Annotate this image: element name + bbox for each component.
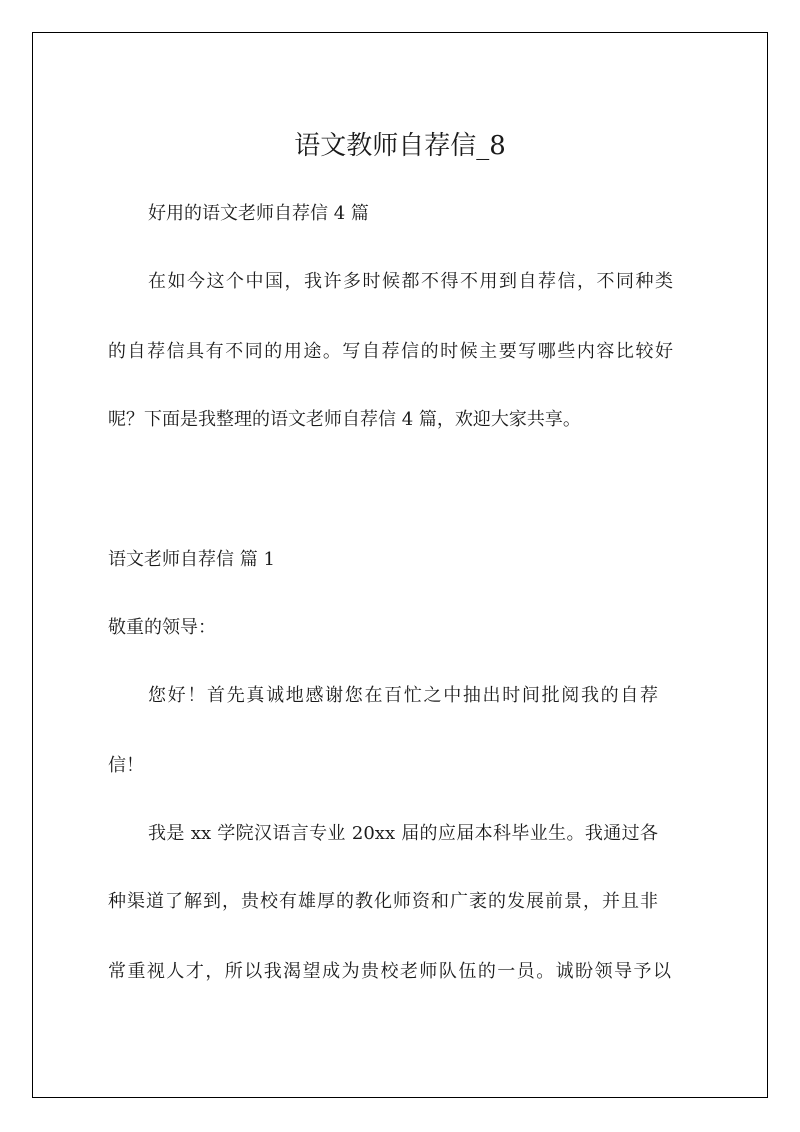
- paragraph-line: 信！: [108, 755, 144, 776]
- paragraph-line: 呢？下面是我整理的语文老师自荐信 4 篇，欢迎大家共享。: [108, 409, 581, 430]
- paragraph-line: 的自荐信具有不同的用途。写自荐信的时候主要写哪些内容比较好: [108, 341, 673, 362]
- paragraph-line: 在如今这个中国，我许多时候都不得不用到自荐信，不同种类: [148, 271, 673, 292]
- document-title: 语文教师自荐信_8: [294, 131, 506, 161]
- section-heading: 语文老师自荐信 篇 1: [108, 549, 275, 570]
- paragraph-line: 种渠道了解到，贵校有雄厚的教化师资和广袤的发展前景，并且非: [108, 891, 658, 912]
- paragraph-line: 常重视人才，所以我渴望成为贵校老师队伍的一员。诚盼领导予以: [108, 961, 671, 982]
- subtitle-line: 好用的语文老师自荐信 4 篇: [148, 203, 369, 224]
- salutation-line: 敬重的领导：: [108, 617, 216, 638]
- paragraph-line: 您好！首先真诚地感谢您在百忙之中抽出时间批阅我的自荐: [148, 685, 658, 706]
- paragraph-line: 我是 xx 学院汉语言专业 20xx 届的应届本科毕业生。我通过各: [148, 823, 658, 844]
